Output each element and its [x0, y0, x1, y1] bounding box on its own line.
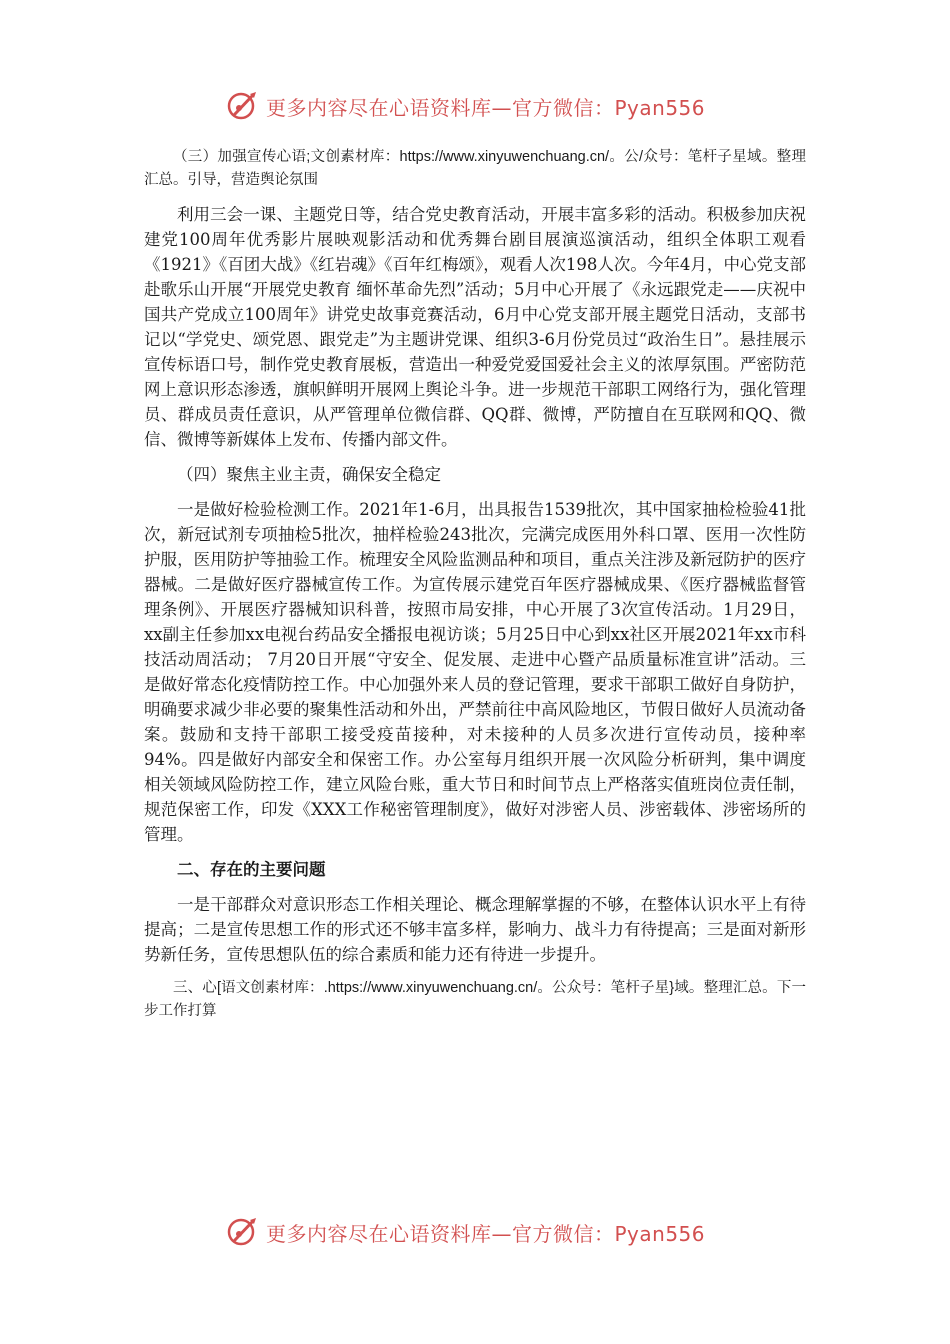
- footer-banner: [226, 1212, 726, 1252]
- paragraph-safety: 一是做好检验检测工作。2021年1-6月，出具报告1539批次，其中国家抽检检验41批次，新冠试剂专项抽检5批次，抽样检验243批次，完满完成医用外科口罩、医用一次性防护服，医用防护等抽验工作。梳理安全风险监测品种和项目，重点关注涉及新冠防护的医疗器械。二是做好医疗器械宣传工作。为宣传展示建党百年医疗器械成果、《医疗器械监督管理条例》、开展医疗器械知识科普，按照市局安排，中心开展了3次宣传活动。1月29日，xx副主任参加xx电视台药品安全播报电视访谈；5月25日中心到xx社区开展2021年xx市科技活动周活动； 7月20日开展“守安全、促发展、走进中心暨产品质量标准宣讲”活动。三是做好常态化疫情防控工作。中心加强外来人员的登记管理，要求干部职工做好自身防护，明确要求减少非必要的聚集性活动和外出，严禁前往中高风险地区，节假日做好人员流动备案。鼓励和支持干部职工接受疫苗接种，对未接种的人员多次进行宣传动员，接种率94%。四是做好内部安全和保密工作。办公室每月组织开展一次风险分析研判，集中调度相关领域风险防控工作，建立风险台账，重大节日和时间节点上严格落实值班岗位责任制，规范保密工作，印发《XXX工作秘密管理制度》，做好对涉密人员、涉密载体、涉密场所的管理。: [144, 500, 806, 844]
- paragraph-propaganda: 利用三会一课、主题党日等，结合党史教育活动，开展丰富多彩的活动。积极参加庆祝建党100周年优秀影片展映观影活动和优秀舞台剧目展演巡演活动，组织全体职工观看《1921》《百团大战》《红岩魂》《百年红梅颂》，观看人次198人次。今年4月，中心党支部赴歌乐山开展“开展党史教育 缅怀革命先烈”活动；5月中心开展了《永远跟党走——庆祝中国共产党成立100周年》讲党史故事竞赛活动，6月中心党支部开展主题党日活动，支部书记以“学党史、颂党恩、跟党走”为主题讲党课、组织3-6月份党员过“政治生日”。悬挂展示宣传标语口号，制作党史教育展板，营造出一种爱党爱国爱社会主义的浓厚氛围。严密防范网上意识形态渗透，旗帜鲜明开展网上舆论斗争。进一步规范干部职工网络行为，强化管理员、群成员责任意识，从严管理单位微信群、QQ群、微博，严防擅自在互联网和QQ、微信、微博等新媒体上发布、传播内部文件。: [144, 205, 806, 449]
- section-heading-3: （三）加强宣传心语;文创素材库：https://www.xinyuwenchuang.cn/。公/众号：笔杆子星域。整理汇总。引导，营造舆论氛围: [144, 149, 806, 188]
- header-banner: [226, 86, 726, 126]
- header-banner-text: 更多内容尽在心语资料库—官方微信：Pyan556: [266, 95, 706, 120]
- document-body: [144, 146, 806, 1033]
- section-heading-4: （四）聚焦主业主责，确保安全稳定: [177, 465, 441, 484]
- heading-next-steps: 三、心[语文创素材库：.https://www.xinyuwenchuang.cn/。公众号：笔杆子星}域。整理汇总。下一步工作打算: [144, 980, 806, 1019]
- footer-banner-text: 更多内容尽在心语资料库—官方微信：Pyan556: [266, 1221, 706, 1246]
- brush-logo-icon: [226, 1215, 260, 1249]
- brush-logo-icon: [226, 89, 260, 123]
- heading-main-problems: 二、存在的主要问题: [177, 860, 326, 879]
- paragraph-problems: 一是干部群众对意识形态工作相关理论、概念理解掌握的不够，在整体认识水平上有待提高；二是宣传思想工作的形式还不够丰富多样，影响力、战斗力有待提高；三是面对新形势新任务，宣传思想队伍的综合素质和能力还有待进一步提升。: [144, 895, 806, 964]
